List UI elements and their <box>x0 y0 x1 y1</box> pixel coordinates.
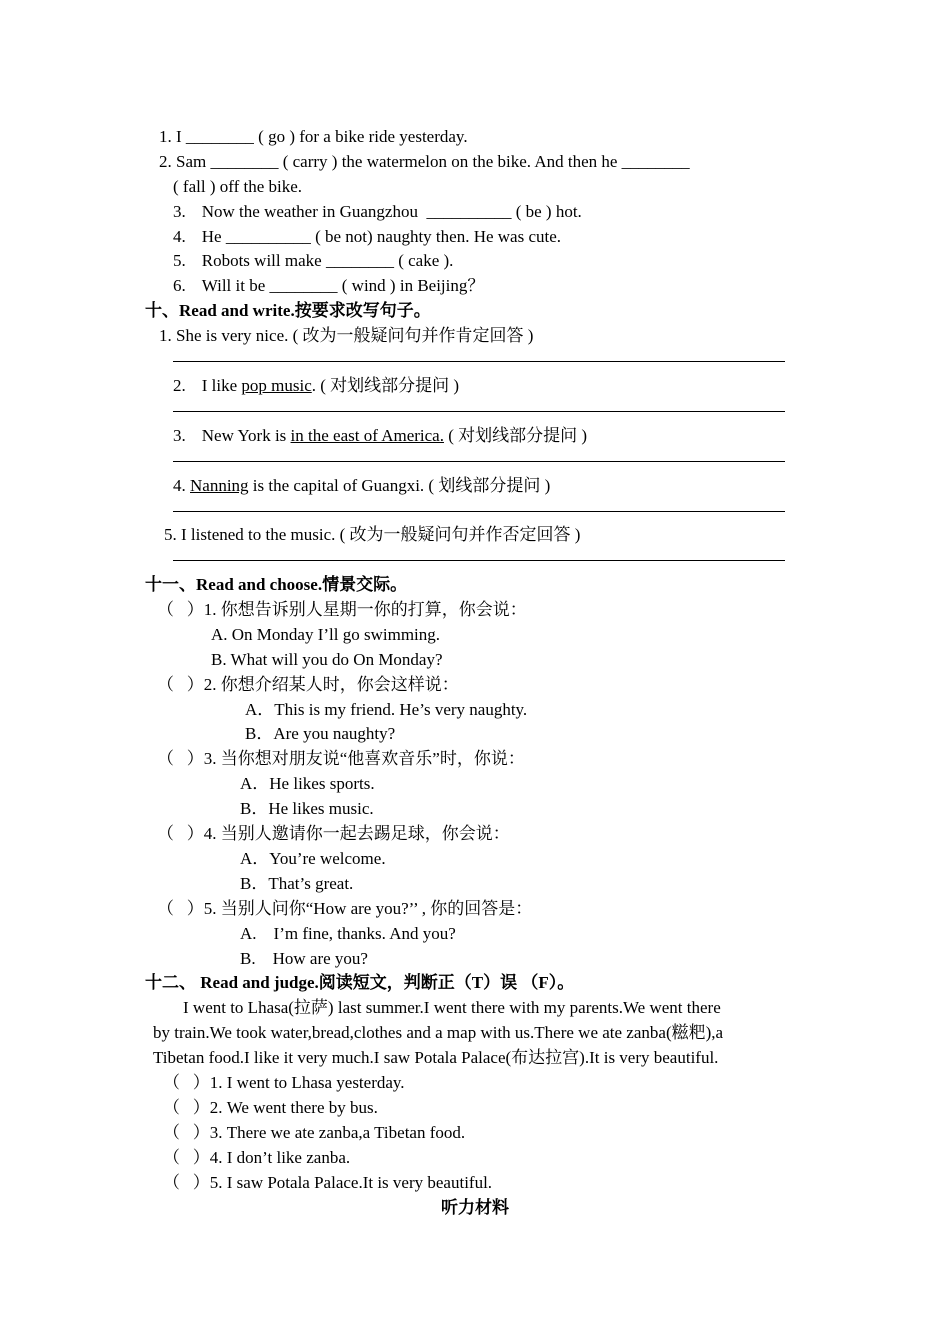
choice-question: （ ）2. 你想介绍某人时，你会这样说： <box>157 675 459 694</box>
item-number: 3. <box>173 426 186 445</box>
fill-in-item <box>173 227 561 247</box>
item-number: 2. <box>159 152 172 171</box>
item-text: . ( 对划线部分提问 ) <box>311 376 460 395</box>
answer-line <box>173 461 785 462</box>
passage-line: Tibetan food.I like it very much.I saw Potala Palace(布达拉宫).It is very beautiful. <box>153 1048 719 1067</box>
judge-item: （ ）4. I don’t like zanba. <box>163 1148 351 1167</box>
rewrite-item <box>159 326 533 346</box>
rewrite-item <box>173 476 550 496</box>
choice-option: B．He likes music. <box>240 799 374 818</box>
answer-line <box>173 511 785 512</box>
passage-line: by train.We took water,bread,clothes and a map with us.There we ate zanba(糍粑),a <box>153 1023 724 1042</box>
fill-in-item <box>159 127 468 147</box>
item-text: is the capital of Guangxi. ( 划线部分提问 ) <box>248 476 551 495</box>
answer-line <box>173 560 785 561</box>
choice-question: （ ）1. 你想告诉别人星期一你的打算，你会说： <box>157 600 527 619</box>
item-text: She is very nice. ( 改为一般疑问句并作肯定回答 ) <box>176 326 534 345</box>
item-text: Robots will make ________ ( cake ). <box>201 251 454 270</box>
choice-option: A. I’m fine, thanks. And you? <box>240 924 456 943</box>
fill-in-item <box>173 276 484 296</box>
item-number: 2. <box>173 376 186 395</box>
item-text: ( 对划线部分提问 ) <box>443 426 588 445</box>
fill-in-item <box>159 152 690 172</box>
item-number: 4. <box>173 227 186 246</box>
item-text: I ________ ( go ) for a bike ride yesterday. <box>176 127 468 146</box>
item-number: 1. <box>159 127 172 146</box>
item-number: 6. <box>173 276 186 295</box>
choice-question: （ ）4. 当别人邀请你一起去踢足球，你会说： <box>157 824 510 843</box>
choice-question: （ ）3. 当你想对朋友说“他喜欢音乐”时，你说： <box>157 749 525 768</box>
fill-in-item <box>173 251 453 271</box>
answer-line <box>173 361 785 362</box>
choice-option: A．This is my friend. He’s very naughty. <box>245 700 528 719</box>
item-text: Sam ________ ( carry ) the watermelon on the bike. And then he ________ <box>176 152 690 171</box>
item-text: I like <box>201 376 242 395</box>
answer-line <box>173 411 785 412</box>
item-number: 4. <box>173 476 186 495</box>
item-number: 5. <box>164 525 177 544</box>
item-number: 1. <box>159 326 172 345</box>
choice-option: B．Are you naughty? <box>245 724 396 743</box>
judge-item: （ ）5. I saw Potala Palace.It is very beautiful. <box>163 1173 493 1192</box>
item-text: New York is <box>201 426 291 445</box>
listening-material-title: 听力材料 <box>441 1198 509 1217</box>
judge-item: （ ）2. We went there by bus. <box>163 1098 378 1117</box>
underlined-text: pop music <box>241 376 312 395</box>
judge-item: （ ）3. There we ate zanba,a Tibetan food. <box>163 1123 466 1142</box>
section-10-title: 十、Read and write.按要求改写句子。 <box>145 301 431 320</box>
item-text: He __________ ( be not) naughty then. He was cute. <box>201 227 562 246</box>
passage-line: I went to Lhasa(拉萨) last summer.I went there with my parents.We went there <box>183 998 721 1017</box>
choice-option: A．He likes sports. <box>240 774 375 793</box>
choice-option: A．You’re welcome. <box>240 849 386 868</box>
underlined-text: Nanning <box>190 476 249 495</box>
item-text: I listened to the music. ( 改为一般疑问句并作否定回答 ) <box>181 525 581 544</box>
choice-option: B．That’s great. <box>240 874 354 893</box>
choice-option: A. On Monday I’ll go swimming. <box>211 625 441 644</box>
choice-question: （ ）5. 当别人问你“How are you?’’ , 你的回答是： <box>157 899 533 918</box>
rewrite-item <box>164 525 580 545</box>
item-number: 3. <box>173 202 186 221</box>
judge-item: （ ）1. I went to Lhasa yesterday. <box>163 1073 405 1092</box>
section-12-title: 十二、 Read and judge.阅读短文，判断正（T）误 （F）。 <box>145 973 575 992</box>
item-text: Will it be ________ ( wind ) in Beijing？ <box>201 276 485 295</box>
item-text: Now the weather in Guangzhou __________ ( be ) hot. <box>201 202 582 221</box>
fill-in-item <box>173 202 582 222</box>
section-11-title: 十一、Read and choose.情景交际。 <box>145 575 408 594</box>
fill-in-item-continuation: ( fall ) off the bike. <box>173 177 303 196</box>
rewrite-item <box>173 426 587 446</box>
choice-option: B. What will you do On Monday? <box>211 650 443 669</box>
item-number: 5. <box>173 251 186 270</box>
underlined-text: in the east of America. <box>290 426 444 445</box>
rewrite-item <box>173 376 459 396</box>
choice-option: B. How are you? <box>240 949 368 968</box>
